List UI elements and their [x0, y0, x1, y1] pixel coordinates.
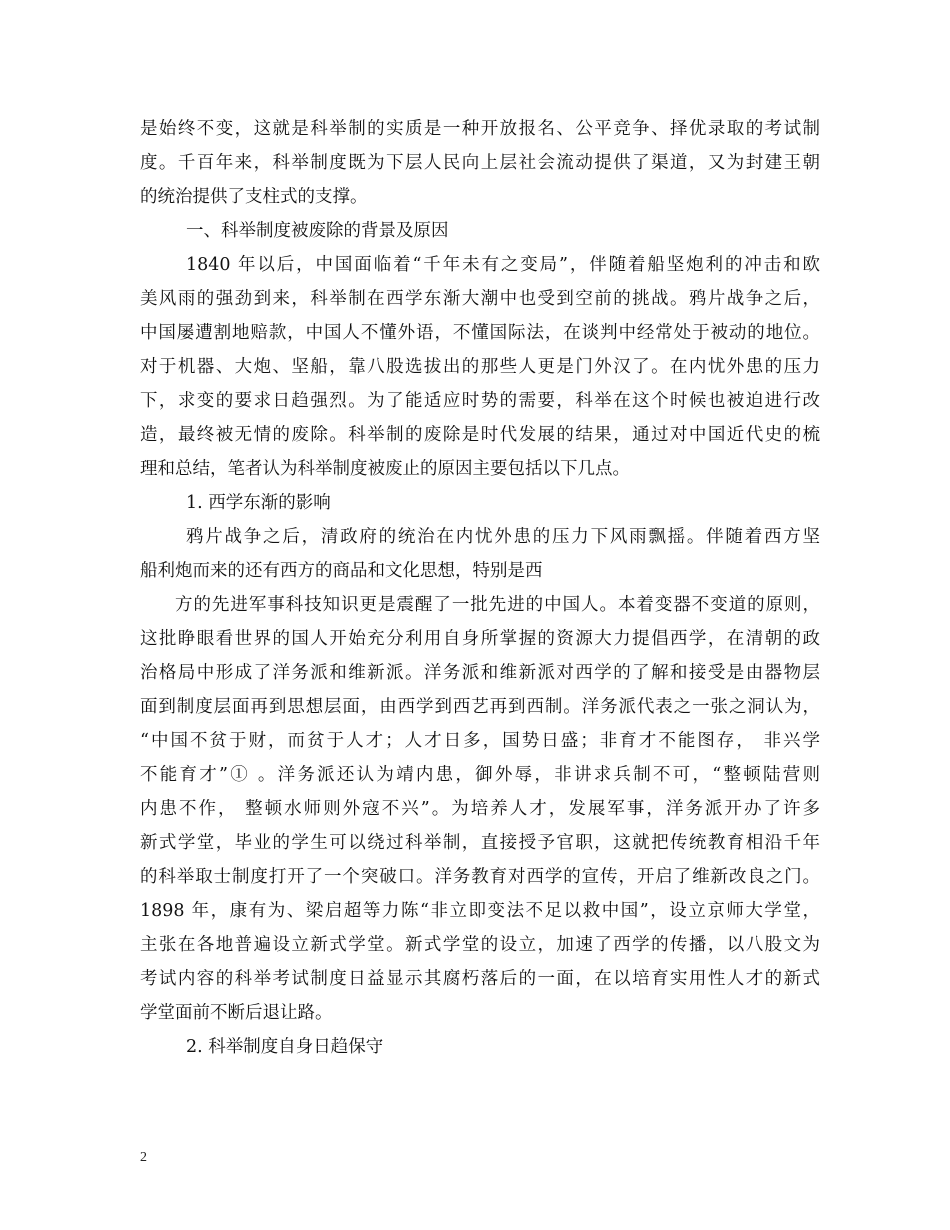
text-line: 度。千百年来，科举制度既为下层人民向上层社会流动提供了渠道，又为封建王朝: [140, 153, 820, 173]
text-line: 2. 科举制度自身日趋保守: [186, 1037, 384, 1057]
text-line: 美风雨的强劲到来，科举制在西学东渐大潮中也受到空前的挑战。鸦片战争之后，: [140, 289, 820, 309]
text-line: 这批睁眼看世界的国人开始充分利用自身所掌握的资源大力提倡西学，在清朝的政: [140, 629, 820, 649]
page-number: 2: [140, 1150, 147, 1165]
text-line: 对于机器、大炮、坚船，靠八股选拔出的那些人更是门外汉了。在内忧外患的压力: [140, 357, 820, 377]
text-line: 新式学堂，毕业的学生可以绕过科举制，直接授予官职，这就把传统教育相沿千年: [140, 833, 820, 853]
text-line: 造，最终被无情的废除。科举制的废除是时代发展的结果，通过对中国近代史的梳: [140, 425, 820, 445]
text-line: 1898 年，康有为、梁启超等力陈“非立即变法不足以救中国”，设立京师大学堂，: [140, 901, 820, 921]
text-line: 的科举取士制度打开了一个突破口。洋务教育对西学的宣传，开启了维新改良之门。: [140, 867, 820, 887]
text-line: “中国不贫于财，而贫于人才；人才日多，国势日盛；非育才不能图存， 非兴学: [140, 731, 820, 751]
text-line: 下，求变的要求日趋强烈。为了能适应时势的需要，科举在这个时候也被迫进行改: [140, 391, 820, 411]
text-line: 主张在各地普遍设立新式学堂。新式学堂的设立，加速了西学的传播，以八股文为: [140, 935, 820, 955]
text-line: 面到制度层面再到思想层面，由西学到西艺再到西制。洋务派代表之一张之洞认为，: [140, 697, 820, 717]
text-line: 不能育才”① 。洋务派还认为靖内患，御外辱，非讲求兵制不可，“整顿陆营则: [140, 765, 820, 785]
text-line: 鸦片战争之后，清政府的统治在内忧外患的压力下风雨飘摇。伴随着西方坚: [186, 527, 820, 547]
text-line: 学堂面前不断后退让路。: [140, 1003, 333, 1023]
text-line: 1. 西学东渐的影响: [186, 493, 331, 513]
text-line: 方的先进军事科技知识更是震醒了一批先进的中国人。本着变器不变道的原则，: [175, 595, 820, 615]
text-line: 中国屡遭割地赔款，中国人不懂外语，不懂国际法，在谈判中经常处于被动的地位。: [140, 323, 820, 343]
text-line: 船利炮而来的还有西方的商品和文化思想，特别是西: [140, 561, 543, 581]
text-line: 是始终不变，这就是科举制的实质是一种开放报名、公平竞争、择优录取的考试制: [140, 119, 820, 139]
text-line: 的统治提供了支柱式的支撑。: [140, 187, 368, 207]
text-line: 内患不作， 整顿水师则外寇不兴”。为培养人才，发展军事，洋务派开办了许多: [140, 799, 820, 819]
text-line: 1840 年以后，中国面临着“千年未有之变局”，伴随着船坚炮利的冲击和欧: [186, 255, 820, 275]
text-line: 治格局中形成了洋务派和维新派。洋务派和维新派对西学的了解和接受是由器物层: [140, 663, 820, 683]
text-line: 理和总结，笔者认为科举制度被废止的原因主要包括以下几点。: [140, 459, 630, 479]
body-text: [140, 112, 820, 1064]
text-line: 考试内容的科举考试制度日益显示其腐朽落后的一面，在以培育实用性人才的新式: [140, 969, 820, 989]
text-line: 一、科举制度被废除的背景及原因: [186, 221, 449, 241]
